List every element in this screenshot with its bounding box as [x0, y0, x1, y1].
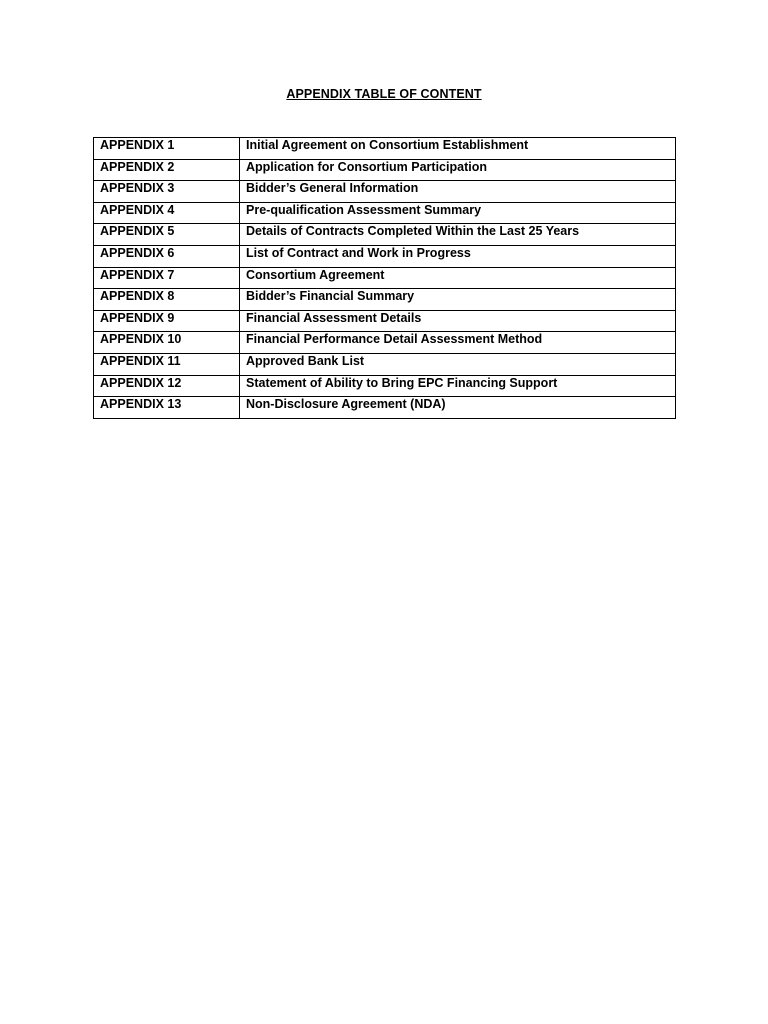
table-row	[94, 267, 676, 289]
appendix-title: Consortium Agreement	[240, 267, 676, 289]
appendix-table	[93, 137, 676, 419]
appendix-table-body	[94, 138, 676, 419]
appendix-label: APPENDIX 6	[94, 245, 240, 267]
appendix-label: APPENDIX 5	[94, 224, 240, 246]
table-row	[94, 310, 676, 332]
table-row	[94, 138, 676, 160]
table-row	[94, 397, 676, 419]
appendix-label: APPENDIX 2	[94, 159, 240, 181]
table-row	[94, 375, 676, 397]
appendix-title: Statement of Ability to Bring EPC Financing Support	[240, 375, 676, 397]
table-row	[94, 353, 676, 375]
appendix-label: APPENDIX 8	[94, 289, 240, 311]
appendix-title: Application for Consortium Participation	[240, 159, 676, 181]
page-title: APPENDIX TABLE OF CONTENT	[286, 87, 482, 101]
appendix-title: Non-Disclosure Agreement (NDA)	[240, 397, 676, 419]
table-row	[94, 202, 676, 224]
table-row	[94, 289, 676, 311]
table-row	[94, 224, 676, 246]
appendix-label: APPENDIX 11	[94, 353, 240, 375]
appendix-title: List of Contract and Work in Progress	[240, 245, 676, 267]
appendix-title: Bidder’s Financial Summary	[240, 289, 676, 311]
appendix-title: Initial Agreement on Consortium Establishment	[240, 138, 676, 160]
appendix-title: Bidder’s General Information	[240, 181, 676, 203]
appendix-title: Details of Contracts Completed Within the Last 25 Years	[240, 224, 676, 246]
appendix-label: APPENDIX 12	[94, 375, 240, 397]
table-row	[94, 181, 676, 203]
appendix-title: Financial Assessment Details	[240, 310, 676, 332]
appendix-label: APPENDIX 10	[94, 332, 240, 354]
appendix-label: APPENDIX 9	[94, 310, 240, 332]
appendix-label: APPENDIX 13	[94, 397, 240, 419]
appendix-label: APPENDIX 7	[94, 267, 240, 289]
appendix-label: APPENDIX 3	[94, 181, 240, 203]
table-row	[94, 332, 676, 354]
appendix-title: Approved Bank List	[240, 353, 676, 375]
appendix-label: APPENDIX 1	[94, 138, 240, 160]
appendix-title: Pre-qualification Assessment Summary	[240, 202, 676, 224]
appendix-label: APPENDIX 4	[94, 202, 240, 224]
appendix-title: Financial Performance Detail Assessment Method	[240, 332, 676, 354]
table-row	[94, 159, 676, 181]
table-row	[94, 245, 676, 267]
